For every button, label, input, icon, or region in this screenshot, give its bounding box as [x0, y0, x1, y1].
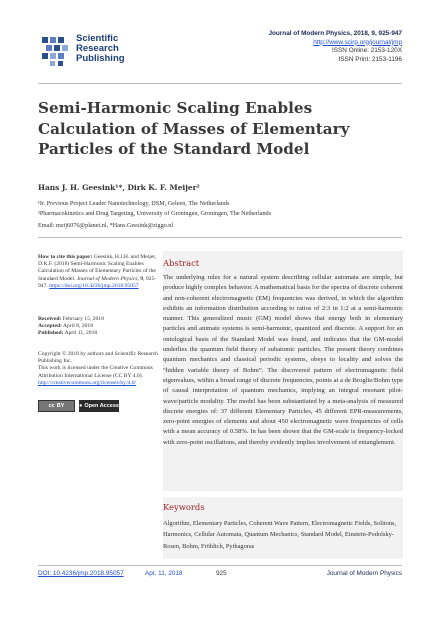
how-to-cite-text: Geesink, H.J.H. and Meijer, D.K.F. (2018) Semi-Harmonic Scaling Enables Calculation of Masses of Elementary Particles of the Standard Model. [38, 254, 157, 282]
how-to-cite: How to cite this paper: Geesink, H.J.H. and Meijer, D.K.F. (2018) Semi-Harmonic Scaling Enables Calculation of Masses of Elementary Particles of the Standard Model. Journal of Modern Physics, 9, 925-947. https://doi.org/10.4236/jmp.2018.95057 [38, 254, 157, 289]
authors-divider [38, 237, 402, 238]
license-text: This work is licensed under the Creative Commons Attribution International License (CC BY 4.0). [38, 365, 153, 379]
cc-by-badge[interactable] [38, 400, 75, 412]
abstract-heading: Abstract [163, 258, 200, 268]
published-date: April 11, 2018 [64, 330, 98, 337]
unlock-icon: ● [79, 403, 83, 409]
article-dates [38, 316, 158, 338]
received-date: February 15, 2018 [62, 316, 104, 322]
published-label: Published: [38, 330, 64, 337]
cc-by-label: BY [56, 403, 65, 409]
affiliation-1: ¹Ir. Previous Project Leader Nanotechnology, DSM, Geleen, The Netherlands [38, 200, 230, 207]
keywords-body: Algorithm, Elementary Particles, Coherent Wave Pattern, Electromagnetic Fields, Solitons, Harmonics, Cellular Automata, Quantum Mechanics, Standard Model, Einstein-Podolsky-Rosen, Bohm, Fröhlich, Pythagoras [163, 520, 397, 550]
accepted-date: April 8, 2018 [63, 323, 94, 330]
publisher-name-line1: Scientific [76, 33, 119, 44]
footer-doi[interactable]: DOI: 10.4236/jmp.2018.95057 [38, 570, 124, 577]
copyright-block [38, 351, 158, 387]
journal-url-link[interactable]: http://www.scirp.org/journal/jmp [313, 38, 402, 46]
open-access-badge [79, 400, 119, 412]
cc-icon: cc [48, 403, 55, 409]
article-authors: Hans J. H. Geesink¹*, Dirk K. F. Meijer² [38, 183, 200, 192]
how-to-cite-journal: Journal of Modern Physics [76, 275, 138, 282]
article-title: Semi-Harmonic Scaling Enables Calculation of Masses of Elementary Particles of the Standard Model [38, 99, 350, 158]
publisher-name-line2: Research [76, 43, 119, 54]
accepted-label: Accepted: [38, 323, 62, 330]
affiliation-2: ²Pharmacokinetics and Drug Targeting, University of Groningen, Groningen, The Netherlands [38, 210, 272, 217]
publisher-logo-icon [40, 35, 72, 67]
footer-journal: Journal of Modern Physics [326, 570, 402, 577]
doi-link[interactable]: https://doi.org/10.4236/jmp.2018.95057 [49, 282, 139, 289]
journal-info [268, 30, 402, 64]
copyright-line: Copyright © 2018 by authors and Scientific Research Publishing Inc. [38, 351, 158, 365]
received-label: Received: [38, 316, 62, 322]
footer-date: Apr. 11, 2018 [145, 570, 183, 577]
issn-online: ISSN Online: 2153-120X [332, 47, 402, 55]
license-link[interactable]: http://creativecommons.org/licenses/by/4.0/ [38, 379, 137, 386]
publisher-name-line3: Publishing [76, 53, 125, 64]
how-to-cite-volume: 9 [140, 275, 144, 282]
how-to-cite-pages: , 925-947. [38, 275, 157, 289]
issn-print: ISSN Print: 2153-1196 [338, 55, 402, 63]
journal-citation: Journal of Modern Physics, 2018, 9, 925-947 [268, 30, 402, 37]
abstract-body: The underlying rules for a natural system describing cellular automata are simple, but produce highly complex behavior. A mathematical basis for the spectra of discrete coherent and non-coherent electromagnetic (EM) frequencies was derived, in which the algorithm exhibits an information distribution according to ratios of 2:3 in 1:2 at a semi-harmonic manner. This generalized music (GM) model shows that energy both in elementary particles and animate systems is semi-harmonic, quantized and discrete. A support for an ontological basis of the Standard Model was found, and indicates that the GM-model underlies the quantum field theory of subatomic particles. The present theory combines quantum mechanics and classical periodic systems, obeys to locality and solves the “hidden variable theory of Bohm”. The discovered pattern of electromagnetic field eigenvalues, within a broad range of discrete frequencies, points at a de Broglie/Bohm type of causal interpretation of quantum mechanics, implying an integral resonant pilot-wave/particle modality. The model has been substantiated by a meta-analysis of measured discrete energies of: 37 different Elementary Particles, 45 different EPR-measurements, zero-point energies of elements and about 450 electromagnetic wave frequencies of cells with a mean accuracy of 0.58%. In has been shown that the GM-scale is frequency-locked with zero-point oscillations, and thereby evidently implies involvement of entanglement. [163, 274, 403, 446]
keywords-heading: Keywords [163, 502, 205, 512]
page-footer [38, 570, 402, 577]
header-divider [38, 83, 402, 84]
author-email: Email: meij6076@planet.nl, *Hans.Geesink@ziggo.nl [38, 222, 174, 229]
how-to-cite-label: How to cite this paper: [38, 254, 93, 260]
footer-divider [38, 565, 402, 566]
page-number: 925 [216, 570, 227, 577]
open-access-label: Open Access [84, 403, 119, 409]
publisher-name [76, 34, 125, 64]
